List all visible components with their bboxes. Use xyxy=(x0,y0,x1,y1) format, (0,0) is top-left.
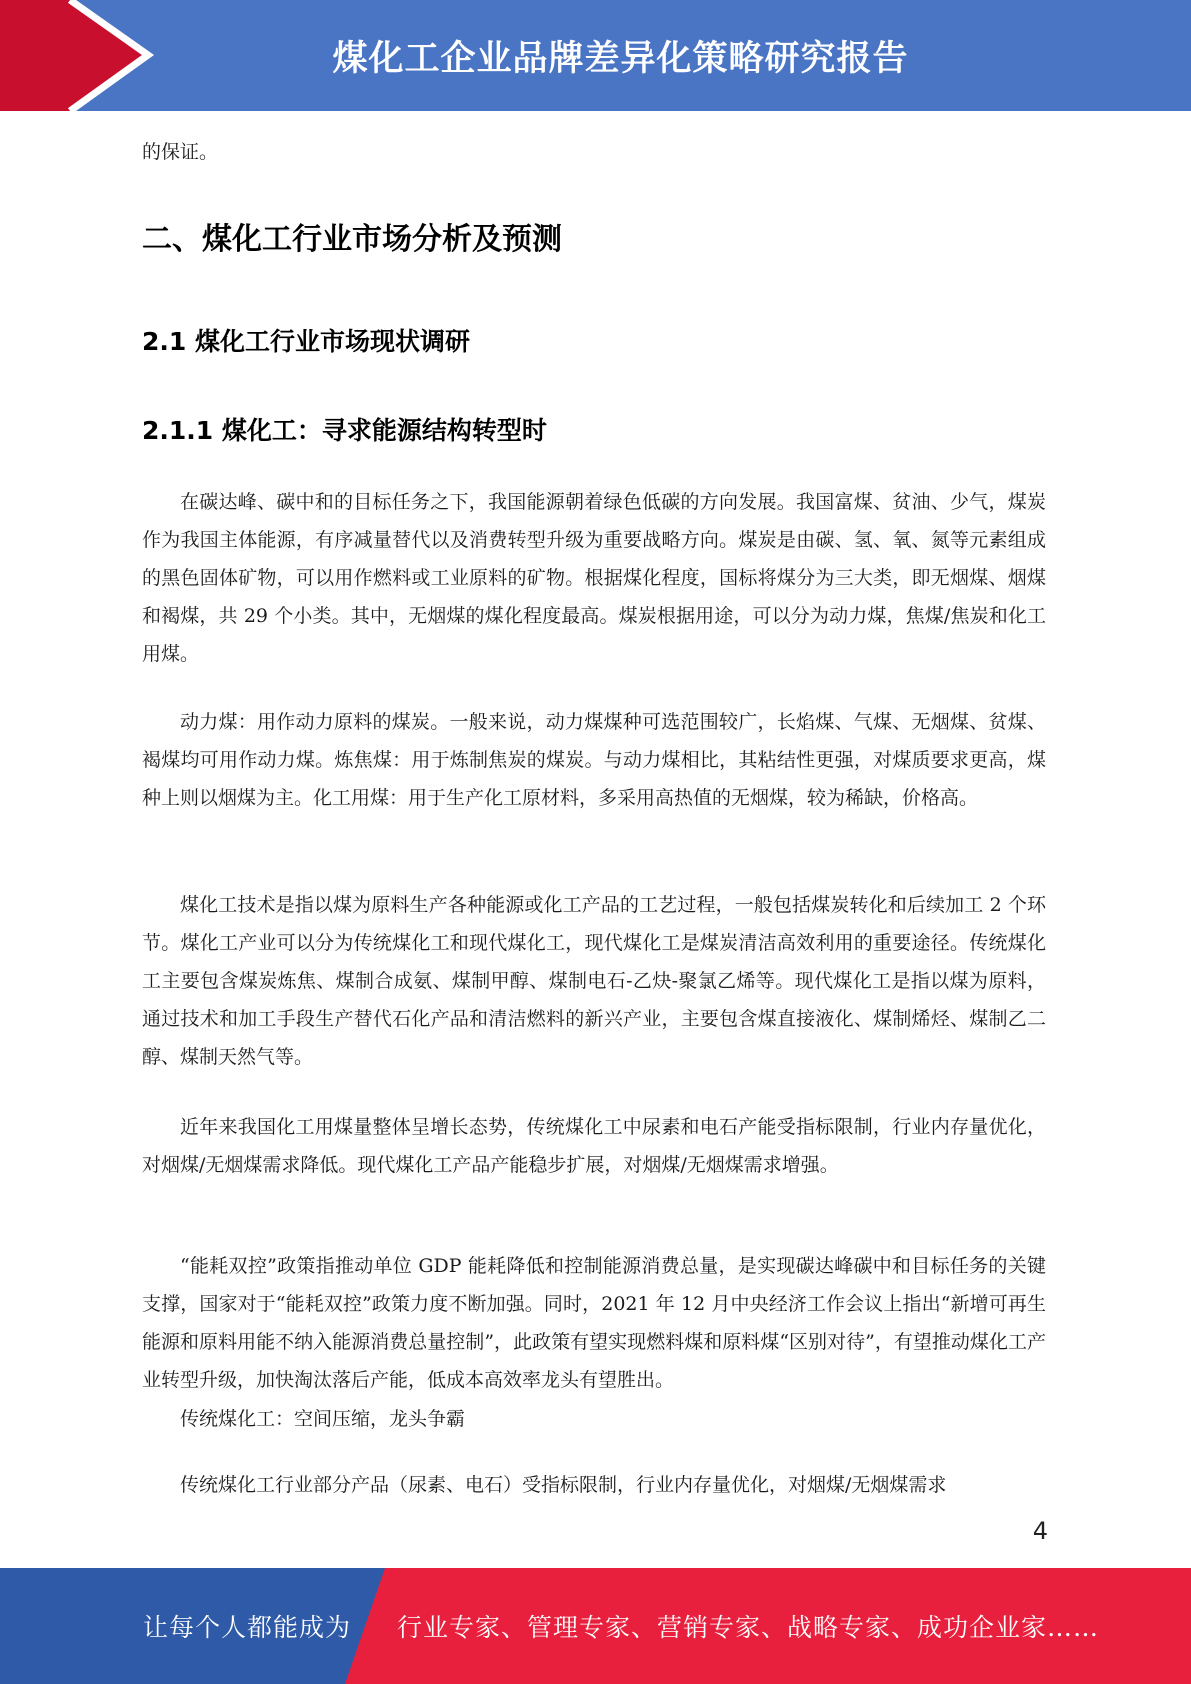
paragraph: 在碳达峰、碳中和的目标任务之下，我国能源朝着绿色低碳的方向发展。我国富煤、贫油、少气，煤炭作为我国主体能源，有序减量替代以及消费转型升级为重要战略方向。煤炭是由碳、氢、氧、氮等元素组成的黑色固体矿物，可以用作燃料或工业原料的矿物。根据煤化程度，国标将煤分为三大类，即无烟煤、烟煤和褐煤，共 29 个小类。其中，无烟煤的煤化程度最高。煤炭根据用途，可以分为动力煤，焦煤/焦炭和化工用煤。 xyxy=(142,491,1046,665)
section-heading: 二、煤化工行业市场分析及预测 xyxy=(142,222,562,257)
paragraph: 传统煤化工：空间压缩，龙头争霸 xyxy=(180,1408,466,1430)
paragraph: 煤化工技术是指以煤为原料生产各种能源或化工产品的工艺过程，一般包括煤炭转化和后续加工 2 个环节。煤化工产业可以分为传统煤化工和现代煤化工，现代煤化工是煤炭清洁高效利用的重要途径。传统煤化工主要包含煤炭炼焦、煤制合成氨、煤制甲醇、煤制电石-乙炔-聚氯乙烯等。现代煤化工是指以煤为原料，通过技术和加工手段生产替代石化产品和清洁燃料的新兴产业，主要包含煤直接液化、煤制烯烃、煤制乙二醇、煤制天然气等。 xyxy=(142,894,1046,1068)
subsubsection-heading: 2.1.1 煤化工：寻求能源结构转型时 xyxy=(142,416,547,445)
page-header xyxy=(0,0,1191,111)
paragraph: “能耗双控”政策指推动单位 GDP 能耗降低和控制能源消费总量，是实现碳达峰碳中和目标任务的关键支撑，国家对于“能耗双控”政策力度不断加强。同时，2021 年 12 月中央经济工作会议上指出“新增可再生能源和原料用能不纳入能源消费总量控制”，此政策有望实现燃料煤和原料煤“区别对待”，有望推动煤化工产业转型升级，加快淘汰落后产能，低成本高效率龙头有望胜出。 xyxy=(142,1255,1046,1391)
footer-slogan-right: 行业专家、管理专家、营销专家、战略专家、成功企业家…… xyxy=(397,1613,1100,1642)
footer-slogan-left: 让每个人都能成为 xyxy=(143,1613,352,1642)
paragraph: 传统煤化工行业部分产品（尿素、电石）受指标限制，行业内存量优化，对烟煤/无烟煤需求 xyxy=(180,1474,947,1496)
page-number: 4 xyxy=(1032,1517,1048,1545)
paragraph: 动力煤：用作动力原料的煤炭。一般来说，动力煤煤种可选范围较广，长焰煤、气煤、无烟煤、贫煤、褐煤均可用作动力煤。炼焦煤：用于炼制焦炭的煤炭。与动力煤相比，其粘结性更强，对煤质要求更高，煤种上则以烟煤为主。化工用煤：用于生产化工原材料，多采用高热值的无烟煤，较为稀缺，价格高。 xyxy=(142,711,1046,809)
carryover-text: 的保证。 xyxy=(142,141,219,163)
document-title: 煤化工企业品牌差异化策略研究报告 xyxy=(332,38,909,79)
page-footer xyxy=(0,1568,1191,1684)
paragraph: 近年来我国化工用煤量整体呈增长态势，传统煤化工中尿素和电石产能受指标限制，行业内存量优化，对烟煤/无烟煤需求降低。现代煤化工产品产能稳步扩展，对烟煤/无烟煤需求增强。 xyxy=(142,1116,1046,1176)
subsection-heading: 2.1 煤化工行业市场现状调研 xyxy=(142,327,470,356)
